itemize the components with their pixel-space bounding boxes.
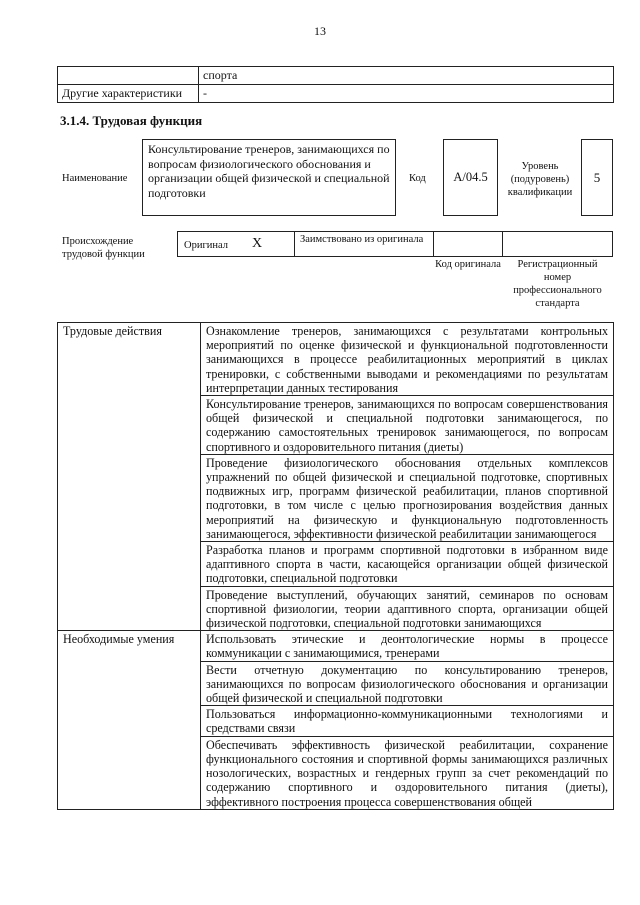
original-mark: X [252,236,263,251]
table-cell: Другие характеристики [58,85,199,103]
action-cell: Проведение физиологического обоснования отдельных комплексов упражнений по общей физической и специальной подготовке, спортивных подвижных игр, программ физической реабилитации, планов спортивной подготовки, в том числе с целью прогнозирования воздействия данных мероприятий на физическую и функциональную подготовленность занимающегося, эффективности физической реабилитации занимающегося [201,454,614,541]
action-cell: Разработка планов и программ спортивной подготовки в избранном виде адаптивного спорта в части, касающейся организации общей физической подготовки, специальной подготовки [201,542,614,587]
action-cell: Ознакомление тренеров, занимающихся с результатами контрольных мероприятий по оценке физической и функциональной подготовленности занимающихся в процессе реабилитационных мероприятий в циклах тренировки, с собственными выводами и рекомендациями по результатам интерпретации данных тестирования [201,323,614,396]
function-code-value: А/04.5 [453,170,488,184]
borrowed-box [294,231,434,257]
table-cell [58,67,199,85]
action-cell: Проведение выступлений, обучающих занятий, семинаров по основам спортивной физиологии, теории адаптивного спорта, организации общей физической подготовки, специальной подготовки занимающихся [201,586,614,631]
page-number: 13 [314,24,326,38]
labor-function-table [57,322,614,810]
table-row [58,323,614,396]
origin-label: Происхождение трудовой функции [62,236,145,260]
skill-cell: Обеспечивать эффективность физической реабилитации, сохранение функционального состояния и спортивной формы занимающихся различных нозологических, возрастных и гендерных групп за счет рекомендаций по содержанию спортивного и оздоровительного питания (диеты), эффективного построения процесса совершенствования общей [201,736,614,809]
skill-cell: Пользоваться информационно-коммуникационными технологиями и средствами связи [201,706,614,736]
table-row [58,67,614,85]
characteristics-table [57,66,614,103]
function-code-box [443,139,498,216]
function-name-text: Консультирование тренеров, занимающихся по вопросам физиологического обоснования и организации общей физической и специальной подготовки [148,142,390,200]
qualification-level-box [581,139,613,216]
borrowed-label: Заимствовано из оригинала [300,234,424,245]
registration-number-caption: Регистрационный номер профессионального стандарта [513,259,602,309]
registration-number-box [502,231,613,257]
original-code-caption: Код оригинала [435,259,501,270]
skill-cell: Использовать этические и деонтологические нормы в процессе коммуникации с занимающимися, тренерами [201,631,614,661]
section-title: 3.1.4. Трудовая функция [60,113,203,128]
function-name-box [142,139,396,216]
table-cell: - [199,85,614,103]
original-label: Оригинал [184,240,228,251]
original-code-box [433,231,503,257]
original-box [177,231,295,257]
category-cell: Необходимые умения [58,631,201,809]
qualification-level-label: Уровень (подуровень) квалификации [507,161,573,198]
action-cell: Консультирование тренеров, занимающихся по вопросам совершенствования общей физической и специальной подготовки занимающегося, по содержанию самостоятельных тренировок занимающегося, по вопросам спортивного и оздоровительного питания (диеты) [201,396,614,455]
skill-cell: Вести отчетную документацию по консультированию тренеров, занимающихся по вопросам физиологического обоснования и организации общей физической и специальной подготовки [201,661,614,706]
code-label: Код [409,173,426,184]
table-cell: спорта [199,67,614,85]
qualification-level-value: 5 [593,169,601,185]
table-row [58,631,614,661]
category-cell: Трудовые действия [58,323,201,631]
name-label: Наименование [62,173,128,184]
table-row [58,85,614,103]
